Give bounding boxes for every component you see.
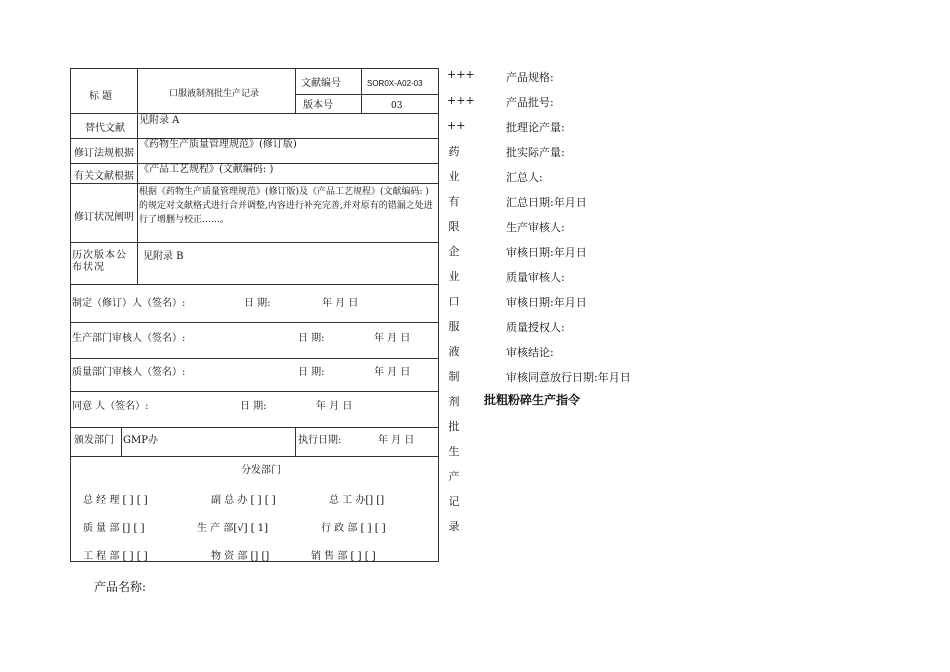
vertical-char: 录 [448,520,460,533]
product-name-label: 产品名称: [94,580,147,594]
divider [71,358,438,359]
maker-line: 制定（修订）人（签名）: [72,298,186,309]
divider [71,427,438,428]
maker-ymd: 年 月 日 [322,298,359,309]
prod-review-ymd: 年 月 日 [374,333,411,344]
dist-title: 分发部门 [241,465,281,476]
qa-review-date: 日 期: [298,367,325,378]
title-label: 标 题 [89,91,113,102]
review-conclusion-field: 审核结论: [506,346,554,359]
divider [295,69,296,113]
production-reviewer-field: 生产审核人: [506,221,565,234]
batch-no-field: 产品批号: [506,96,554,109]
plus-marks: +++ [447,68,475,81]
divider [71,113,438,114]
plus-marks: +++ [447,94,475,107]
product-spec-field: 产品规格: [506,71,554,84]
review-date-field: 审核日期:年月日 [506,246,587,259]
dist-item: 总 工 办[] [] [329,495,385,506]
summary-date-field: 汇总日期:年月日 [506,196,587,209]
doc-no-label: 文献编号 [301,78,341,89]
divider [361,69,362,113]
vertical-char: 剂 [448,395,460,408]
vertical-char: 记 [448,495,460,508]
vertical-char: 药 [448,145,460,158]
prod-review-date: 日 期: [298,333,325,344]
related-label: 有关文献根据 [74,171,134,182]
related-value: 《产品工艺规程》(文献编码: ) [139,164,274,175]
revision-label: 修订状况阐明 [74,212,134,223]
divider [71,183,438,184]
divider [71,242,438,243]
divider [295,427,296,456]
release-date-field: 审核同意放行日期:年月日 [506,371,631,384]
vertical-char: 口 [448,295,460,308]
divider [137,69,138,284]
vertical-char: 服 [448,320,460,333]
divider [71,284,438,285]
vertical-char: 生 [448,445,460,458]
qa-review-ymd: 年 月 日 [374,367,411,378]
dist-item: 总 经 理 [ ] [ ] [83,495,148,506]
qualified-person-field: 质量授权人: [506,321,565,334]
version-value: 03 [391,101,403,111]
divider [71,322,438,323]
exec-label: 执行日期: [298,435,342,446]
replace-label: 替代文献 [85,123,125,134]
replace-value: 见附录 A [139,115,180,126]
title-value: 口服液制剂批生产记录 [169,89,260,99]
vertical-char: 批 [448,420,460,433]
dist-item: 副 总 办 [ ] [ ] [211,495,276,506]
vertical-char: 业 [448,270,460,283]
divider [71,456,438,457]
section-heading: 批粗粉碎生产指令 [484,393,581,407]
quality-reviewer-field: 质量审核人: [506,271,565,284]
document-control-form [70,68,439,562]
doc-no-value: SOR0X-A02-03 [367,79,423,88]
qa-review-line: 质量部门审核人（签名）: [72,367,186,378]
plus-marks: ++ [447,119,466,132]
divider [295,94,438,95]
regulation-label: 修订法规根据 [74,148,134,159]
history-label: 历次版本公布状况 [72,250,127,273]
actual-yield-field: 批实际产量: [506,146,565,159]
approve-ymd: 年 月 日 [316,401,353,412]
issue-value: GMP办 [123,435,158,446]
dist-item: 行 政 部 [ ] [ ] [321,523,386,534]
divider [71,391,438,392]
revision-value: 根据《药物生产质量管理规范》(修订版)及《产品工艺规程》(文献编码: )的规定对文献格式进行合并调整,内容进行补充完善,并对原有的错漏之处进行了增删与校正……。 [139,187,433,225]
dist-item: 物 资 部 [] [] [211,551,270,562]
history-value: 见附录 B [143,251,184,262]
dist-item: 销 售 部 [ ] [ ] [311,551,376,562]
dist-item: 质 量 部 [] [ ] [83,523,145,534]
vertical-char: 制 [448,370,460,383]
vertical-char: 有 [448,195,460,208]
approve-date: 日 期: [240,401,267,412]
approve-line: 同意 人（签名）: [72,401,149,412]
prod-review-line: 生产部门审核人（签名）: [72,333,186,344]
theoretical-yield-field: 批理论产量: [506,121,565,134]
vertical-char: 业 [448,170,460,183]
dist-item: 生 产 部[√] [ 1] [197,523,269,534]
review-date-field: 审核日期:年月日 [506,296,587,309]
summarizer-field: 汇总人: [506,171,543,184]
issue-label: 颁发部门 [74,435,114,446]
version-label: 版本号 [303,100,333,111]
exec-ymd: 年 月 日 [378,435,415,446]
vertical-char: 企 [448,245,460,258]
regulation-value: 《药物生产质量管理规范》(修订版) [139,139,297,150]
vertical-char: 产 [448,470,460,483]
vertical-char: 液 [448,345,460,358]
divider [121,427,122,456]
maker-date: 日 期: [244,298,271,309]
vertical-char: 限 [448,220,460,233]
dist-item: 工 程 部 [ ] [ ] [83,551,148,562]
